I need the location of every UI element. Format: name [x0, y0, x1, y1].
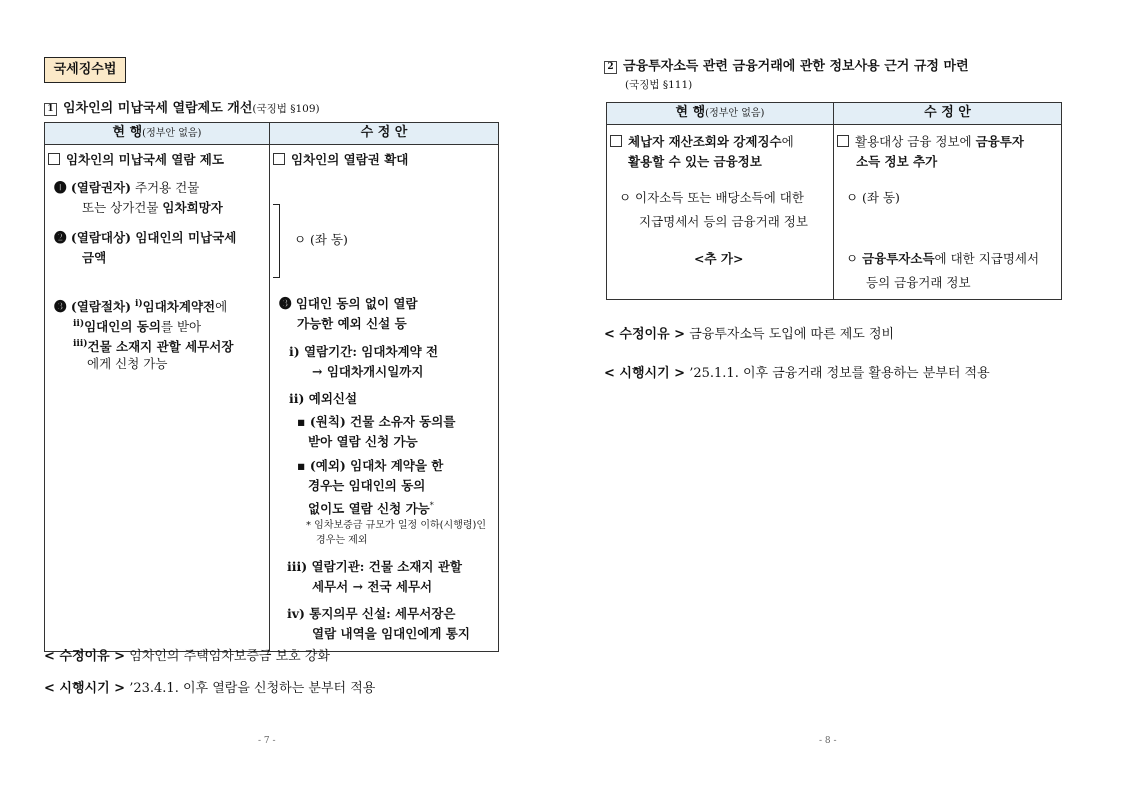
section-number: 2	[604, 61, 617, 74]
col-header-current: 현 행(정부안 없음)	[607, 103, 834, 125]
section-title: 임차인의 미납국세 열람제도 개선	[63, 101, 253, 116]
current-cell: 임차인의 미납국세 열람 제도 ❶ (열람권자) 주거용 건물 또는 상가건물 임차희망자 ❷ (열람대상) 임대인의 미납국세 금액 ❸ (열람절차) $^{ⅰ)}$임대차계약전에 $^{ⅱ)}$임대인의 동의를 받아 $^{ⅲ)}$건물 소재지 관할 세무서장 에게 신청 가능	[45, 145, 270, 652]
comparison-table-right	[606, 102, 1062, 300]
comparison-table-left	[44, 122, 499, 652]
col-header-revised: 수 정 안	[270, 123, 499, 145]
revised-title: 활용대상 금융 정보에 금융투자	[837, 132, 1024, 152]
revised-iii: ⅲ) 열람기관: 건물 소재지 관할	[287, 559, 463, 574]
revised-cell: 활용대상 금융 정보에 금융투자 소득 정보 추가 ㅇ (좌 동) ㅇ 금융투자소득에 대한 지급명세서 등의 금융거래 정보	[834, 125, 1062, 300]
section-ref: (국징법 §111)	[625, 79, 693, 91]
revised-title: 임차인의 열람권 확대	[273, 150, 408, 170]
revised-i: ⅰ) 열람기간: 임대차계약 전	[289, 344, 439, 359]
page-number-right: - 8 -	[819, 736, 837, 746]
revision-reason-right: < 수정이유 > 금융투자소득 도입에 따른 제도 정비	[604, 327, 895, 342]
col-header-revised: 수 정 안	[834, 103, 1062, 125]
revision-reason-left: < 수정이유 > 임차인의 주택임차보증금 보호 강화	[44, 649, 330, 664]
revised-item-3: ❸ 임대인 동의 없이 열람	[279, 296, 418, 311]
section-title: 금융투자소득 관련 금융거래에 관한 정보사용 근거 규정 마련	[623, 59, 969, 74]
effective-date-left: < 시행시기 > ’23.4.1. 이후 열람을 신청하는 분부터 적용	[44, 681, 376, 696]
checkbox-square-icon	[48, 153, 60, 165]
bracket-icon	[273, 204, 280, 278]
current-title: 체납자 재산조회와 강제징수에	[610, 132, 794, 152]
current-item-3: ❸ (열람절차) $^{ⅰ)}$임대차계약전에	[54, 299, 228, 315]
revised-ii-exception: ▪ (예외) 임대차 계약을 한	[297, 458, 444, 473]
revised-iv: ⅳ) 통지의무 신설: 세무서장은	[287, 606, 456, 621]
checkbox-square-icon	[273, 153, 285, 165]
current-sub-item: ㅇ 이자소득 또는 배당소득에 대한	[619, 190, 804, 205]
revised-same: ㅇ (좌 동)	[294, 232, 348, 247]
revised-same: ㅇ (좌 동)	[846, 190, 900, 205]
section-ref: (국징법 §109)	[252, 103, 320, 115]
revised-cell: 임차인의 열람권 확대 ㅇ (좌 동) ❸ 임대인 동의 없이 열람 가능한 예외 신설 등 ⅰ) 열람기간: 임대차계약 전 → 임대차개시일까지 ⅱ) 예외신설 ▪ (원칙) 건물 소유자 동의를 받아 열람 신청 가능 ▪ (예외) 임대차 계약을 한 경우는 임대인의 동의 없이도 열람 신청 가능* * 임차보증금 규모가 일정 이하(시행령)인 경우는 제외 ⅲ) 열람기관: 건물 소재지 관할 세무서 → 전국 세무서 ⅳ) 통지의무 신설: 세무서장은 열람 내역을 임대인에게 통지	[270, 145, 499, 652]
checkbox-square-icon	[837, 135, 849, 147]
section-number: 1	[44, 103, 57, 116]
current-cell: 체납자 재산조회와 강제징수에 활용할 수 있는 금융정보 ㅇ 이자소득 또는 배당소득에 대한 지급명세서 등의 금융거래 정보 <추 가>	[607, 125, 834, 300]
current-title: 임차인의 미납국세 열람 제도	[48, 150, 224, 170]
current-add: <추 가>	[694, 251, 744, 266]
law-tag: 국세징수법	[44, 57, 126, 83]
checkbox-square-icon	[610, 135, 622, 147]
section-heading-2	[604, 55, 969, 74]
revised-add: ㅇ 금융투자소득에 대한 지급명세서	[846, 251, 1040, 266]
current-item-1: ❶ (열람권자) 주거용 건물	[54, 180, 200, 195]
col-header-current: 현 행(정부안 없음)	[45, 123, 270, 145]
page-number-left: - 7 -	[258, 736, 276, 746]
revised-ii: ⅱ) 예외신설	[289, 391, 358, 406]
revised-ii-principle: ▪ (원칙) 건물 소유자 동의를	[297, 414, 456, 429]
section-heading-1	[44, 97, 320, 116]
footnote: * 임차보증금 규모가 일정 이하(시행령)인	[306, 520, 487, 531]
effective-date-right: < 시행시기 > ’25.1.1. 이후 금융거래 정보를 활용하는 분부터 적용	[604, 366, 990, 381]
current-item-2: ❷ (열람대상) 임대인의 미납국세	[54, 230, 237, 245]
